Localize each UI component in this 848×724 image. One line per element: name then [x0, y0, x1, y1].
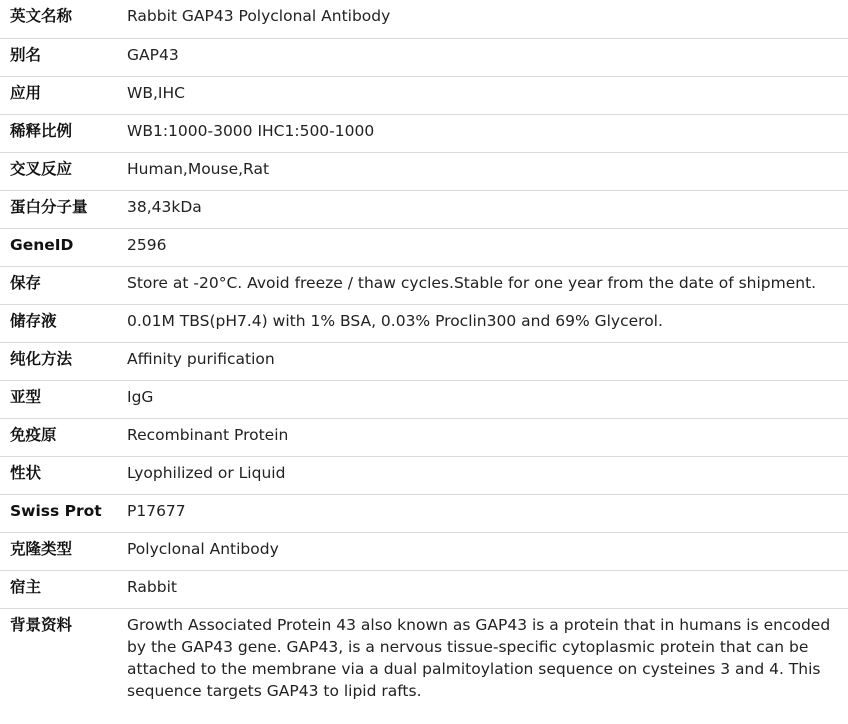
spec-row-storage-buffer — [0, 304, 848, 342]
spec-row-application — [0, 76, 848, 114]
spec-value: Lyophilized or Liquid — [127, 456, 848, 494]
spec-label: 克隆类型 — [0, 532, 127, 570]
spec-label: 免疫原 — [0, 418, 127, 456]
spec-value: GAP43 — [127, 38, 848, 76]
spec-label: 稀释比例 — [0, 114, 127, 152]
spec-value: 2596 — [127, 228, 848, 266]
spec-label: 储存液 — [0, 304, 127, 342]
spec-label: GeneID — [0, 228, 127, 266]
spec-value: Polyclonal Antibody — [127, 532, 848, 570]
spec-label: 纯化方法 — [0, 342, 127, 380]
spec-value: Rabbit — [127, 570, 848, 608]
spec-row-isotype — [0, 380, 848, 418]
spec-value: WB,IHC — [127, 76, 848, 114]
spec-value: Store at -20°C. Avoid freeze / thaw cycles.Stable for one year from the date of shipment. — [127, 266, 848, 304]
spec-label: 宿主 — [0, 570, 127, 608]
spec-row-dilution — [0, 114, 848, 152]
spec-row-purification — [0, 342, 848, 380]
spec-row-host — [0, 570, 848, 608]
spec-row-swiss-prot — [0, 494, 848, 532]
spec-label: 性状 — [0, 456, 127, 494]
spec-row-alias — [0, 38, 848, 76]
spec-label: 背景资料 — [10, 615, 73, 634]
spec-row-english-name — [0, 0, 848, 38]
spec-value: Human,Mouse,Rat — [127, 152, 848, 190]
spec-value: Growth Associated Protein 43 also known as GAP43 is a protein that in humans is encoded by the GAP43 gene. GAP43, is a nervous tissue-specific cytoplasmic protein that can be attached to the membrane via a dual palmitoylation sequence on cysteines 3 and 4. This sequence targets GAP43 to lipid rafts. — [127, 615, 831, 700]
spec-value: IgG — [127, 380, 848, 418]
spec-value: Affinity purification — [127, 342, 848, 380]
spec-label: 保存 — [0, 266, 127, 304]
spec-value: 0.01M TBS(pH7.4) with 1% BSA, 0.03% Proclin300 and 69% Glycerol. — [127, 304, 848, 342]
spec-row-background — [0, 608, 848, 707]
spec-label: 英文名称 — [0, 0, 127, 38]
spec-row-form — [0, 456, 848, 494]
spec-row-gene-id — [0, 228, 848, 266]
spec-value: Recombinant Protein — [127, 418, 848, 456]
spec-label: Swiss Prot — [0, 494, 127, 532]
spec-row-molecular-weight — [0, 190, 848, 228]
spec-row-clonality — [0, 532, 848, 570]
spec-row-reactivity — [0, 152, 848, 190]
spec-value: 38,43kDa — [127, 190, 848, 228]
spec-label: 别名 — [0, 38, 127, 76]
spec-value: Rabbit GAP43 Polyclonal Antibody — [127, 0, 848, 38]
spec-label: 亚型 — [0, 380, 127, 418]
spec-row-immunogen — [0, 418, 848, 456]
spec-value: P17677 — [127, 494, 848, 532]
spec-row-storage — [0, 266, 848, 304]
spec-label: 交叉反应 — [0, 152, 127, 190]
spec-label: 应用 — [0, 76, 127, 114]
spec-label: 蛋白分子量 — [0, 190, 127, 228]
spec-value: WB1:1000-3000 IHC1:500-1000 — [127, 114, 848, 152]
